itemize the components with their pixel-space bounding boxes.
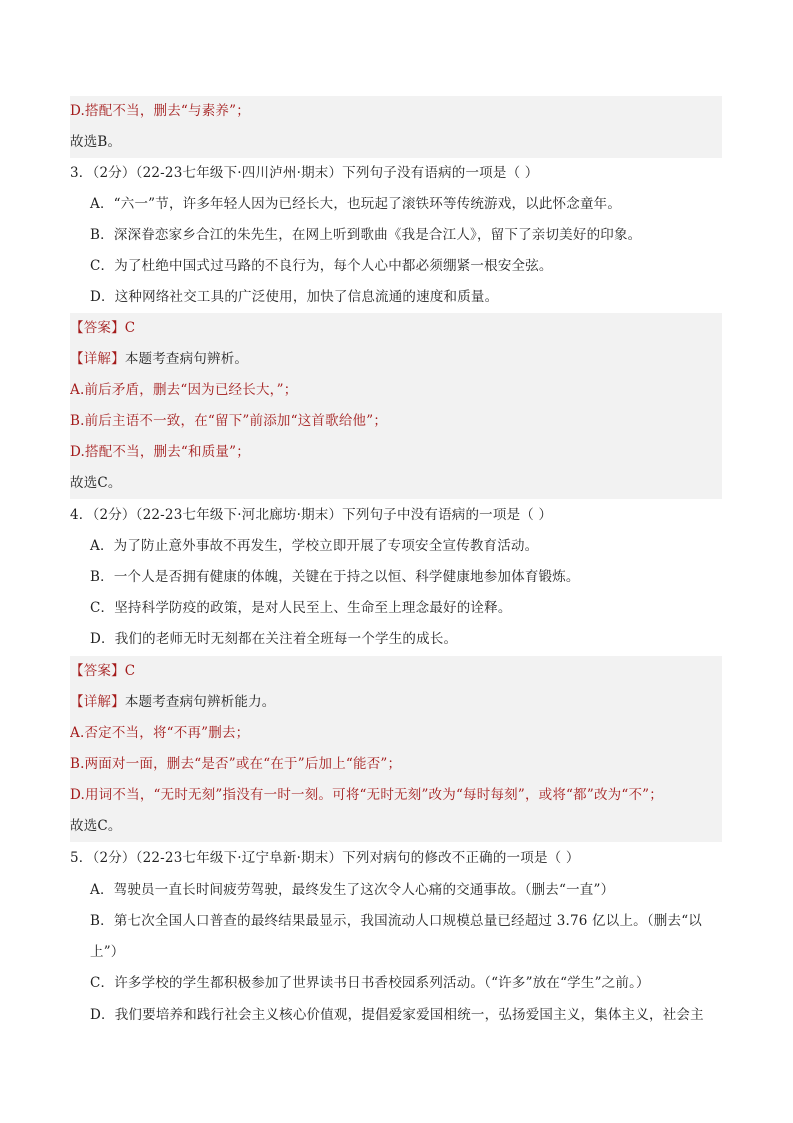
question-3-option-a: A．“六一”节，许多年轻人因为已经长大，也玩起了滚铁环等传统游戏，以此怀念童年。 [90,196,622,212]
question-3-analysis-a: A.前后矛盾，删去“因为已经长大，”； [70,375,722,406]
question-5-option-d: D．我们要培养和践行社会主义核心价值观，提倡爱家爱国相统一，弘扬爱国主义，集体主义，社会主 [90,1007,704,1023]
question-5-option-b-continued: 上”） [90,944,125,960]
question-4-analysis-b: B.两面对一面，删去“是否”或在“在于”后加上“能否”； [70,749,722,780]
question-4-answer: 【答案】C [70,656,722,687]
question-3-conclusion: 故选C。 [70,468,722,499]
question-3-stem: 3．（2分）（22-23七年级下·四川泸州·期末）下列句子没有语病的一项是（ ） [70,165,539,181]
question-4-option-b: B．一个人是否拥有健康的体魄，关键在于持之以恒、科学健康地参加体育锻炼。 [90,569,580,585]
question-3-option-b: B．深深眷恋家乡合江的朱先生，在网上听到歌曲《我是合江人》，留下了亲切美好的印象。 [90,227,642,243]
question-4-detail [70,687,722,718]
question-3-detail [70,344,722,375]
question-3-option-c: C．为了杜绝中国式过马路的不良行为，每个人心中都必须绷紧一根安全弦。 [90,258,553,274]
question-3-answer: 【答案】C [70,313,722,344]
question-4-conclusion: 故选C。 [70,811,722,842]
question-4-analysis-d: D.用词不当，“无时无刻”指没有一时一刻。可将“无时无刻”改为“每时每刻”，或将“都”改为“不”； [70,780,722,811]
detail-label: 【详解】 [70,694,125,710]
question-4-analysis-a: A.否定不当，将“不再”删去； [70,718,722,749]
question-3-analysis-d: D.搭配不当，删去“和质量”； [70,437,722,468]
question-4-option-d: D．我们的老师无时无刻都在关注着全班每一个学生的成长。 [90,631,458,647]
question-3-option-d: D．这种网络社交工具的广泛使用，加快了信息流通的速度和质量。 [90,289,499,305]
detail-text [70,351,248,367]
question-5-option-a: A．驾驶员一直长时间疲劳驾驶，最终发生了这次令人心痛的交通事故。（删去“一直”） [90,882,615,898]
question-3-analysis-b: B.前后主语不一致，在“留下”前添加“这首歌给他”； [70,406,722,437]
analysis-line: D.搭配不当，删去“与素养”； [70,96,722,127]
detail-body: 本题考查病句辨析能力。 [124,694,276,710]
detail-label: 【详解】 [70,351,125,367]
conclusion-line: 故选B。 [70,127,722,158]
question-5-option-b: B．第七次全国人口普查的最终结果最显示，我国流动人口规模总量已经超过 3.76 亿以上。（删去“以 [90,913,703,929]
question-5-stem: 5．（2分）（22-23七年级下·辽宁阜新·期末）下列对病句的修改不正确的一项是（ ） [70,850,580,866]
question-4-option-c: C．坚持科学防疫的政策，是对人民至上、生命至上理念最好的诠释。 [90,600,512,616]
detail-body: 本题考查病句辨析。 [124,351,249,367]
question-5-option-c: C．许多学校的学生都积极参加了世界读书日书香校园系列活动。（“许多”放在“学生”之前。） [90,975,650,991]
question-4-stem: 4．（2分）（22-23七年级下·河北廊坊·期末）下列句子中没有语病的一项是（ ） [70,507,553,523]
question-4-option-a: A．为了防止意外事故不再发生，学校立即开展了专项安全宣传教育活动。 [90,538,539,554]
